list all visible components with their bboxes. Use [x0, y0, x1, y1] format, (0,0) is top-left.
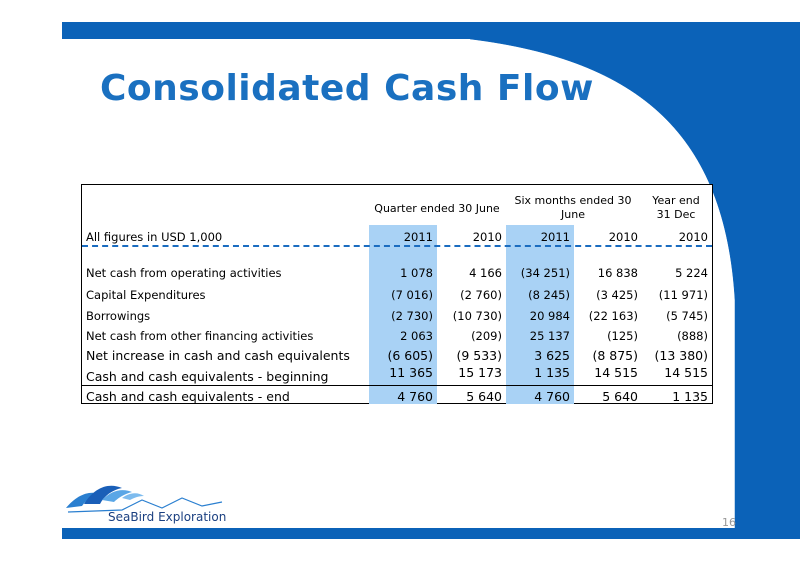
row-value: (3 425) [596, 288, 638, 302]
row-value: (7 016) [391, 288, 433, 302]
top-band [62, 22, 800, 39]
row-value: (9 533) [456, 348, 502, 363]
row-value: 3 625 [534, 348, 570, 363]
row-label: Net cash from operating activities [86, 266, 282, 280]
row-value: 1 078 [400, 266, 433, 280]
row-value: 16 838 [597, 266, 638, 280]
header-six-months: Six months ended 30 June [514, 194, 632, 221]
header-quarter: Quarter ended 30 June [374, 202, 500, 215]
row-value: (8 875) [592, 348, 638, 363]
col-header-1: 2011 [403, 230, 433, 244]
row-value: 25 137 [529, 329, 570, 343]
row-value: (125) [607, 329, 638, 343]
row-value: 11 365 [389, 365, 433, 380]
row-value: (6 605) [387, 348, 433, 363]
row-value: 1 135 [534, 365, 570, 380]
row-label: Cash and cash equivalents - beginning [86, 369, 329, 384]
row-label: Capital Expenditures [86, 288, 206, 302]
row-value: (8 245) [528, 288, 570, 302]
row-value: (209) [471, 329, 502, 343]
row-value: 14 515 [594, 365, 638, 380]
bottom-band [62, 528, 800, 539]
header-year-end: Year end 31 Dec [652, 194, 700, 221]
row-value: 4 166 [469, 266, 502, 280]
row-value: (13 380) [654, 348, 708, 363]
row-value: 20 984 [529, 309, 570, 323]
row-value: (34 251) [520, 266, 570, 280]
row-value: (2 760) [460, 288, 502, 302]
cash-flow-table [81, 184, 713, 404]
row-value: (11 971) [658, 288, 708, 302]
col-header-4: 2010 [608, 230, 638, 244]
page-title: Consolidated Cash Flow [100, 68, 594, 109]
row-value: 5 640 [466, 389, 502, 404]
row-label: Cash and cash equivalents - end [86, 389, 290, 404]
row-label: Net increase in cash and cash equivalents [86, 348, 350, 363]
seabird-logo-icon [62, 478, 242, 514]
units-label: All figures in USD 1,000 [86, 230, 223, 244]
row-value: (22 163) [588, 309, 638, 323]
row-label: Net cash from other financing activities [86, 329, 314, 343]
row-value: 1 135 [672, 389, 708, 404]
row-value: 14 515 [664, 365, 708, 380]
row-value: 15 173 [458, 365, 502, 380]
col-header-3: 2011 [540, 230, 570, 244]
page-number: 16 [722, 516, 736, 529]
row-value: 2 063 [400, 329, 433, 343]
row-value: 5 640 [602, 389, 638, 404]
col-header-5: 2010 [678, 230, 708, 244]
logo-text: SeaBird Exploration [108, 510, 227, 524]
col-header-2: 2010 [472, 230, 502, 244]
row-value: (888) [677, 329, 708, 343]
row-label: Borrowings [86, 309, 151, 323]
row-value: (10 730) [452, 309, 502, 323]
row-value: 4 760 [397, 389, 433, 404]
header-divider [82, 245, 712, 247]
total-divider [82, 385, 712, 386]
row-value: (2 730) [391, 309, 433, 323]
row-value: 5 224 [675, 266, 708, 280]
row-value: (5 745) [666, 309, 708, 323]
row-value: 4 760 [534, 389, 570, 404]
